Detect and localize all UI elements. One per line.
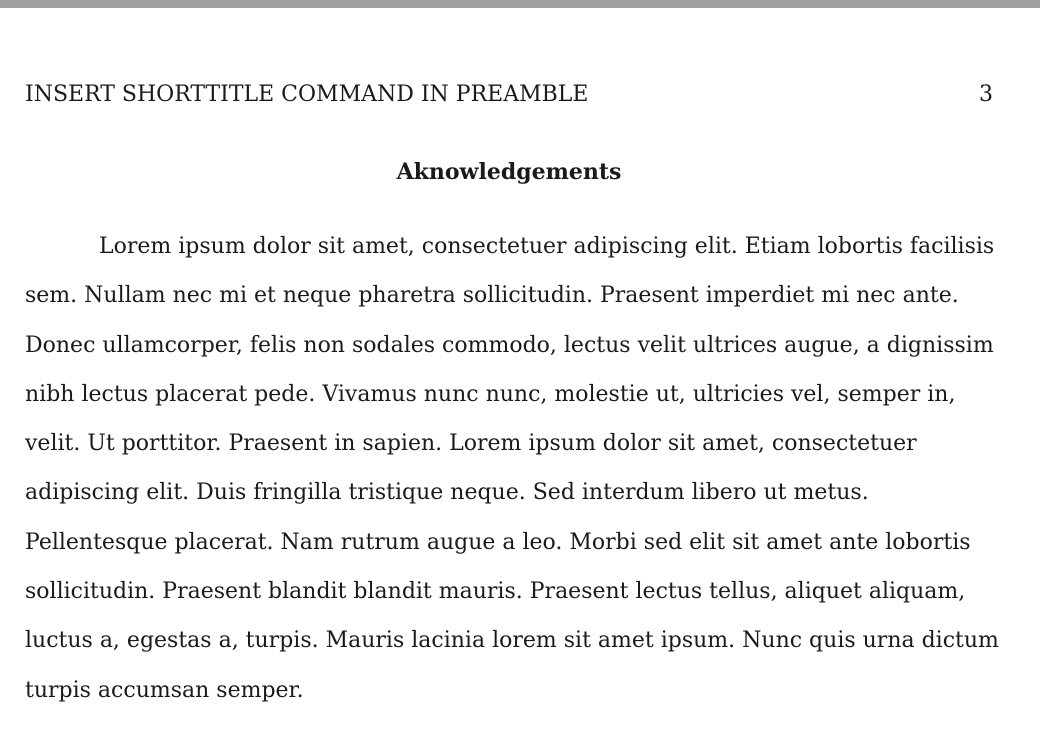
paragraph-line: sollicitudin. Praesent blandit blandit mauris. Praesent lectus tellus, aliquet aliquam, bbox=[25, 579, 966, 605]
paragraph-line: Pellentesque placerat. Nam rutrum augue a leo. Morbi sed elit sit amet ante lobortis bbox=[25, 529, 971, 555]
paragraph-line: adipiscing elit. Duis fringilla tristique neque. Sed interdum libero ut metus. bbox=[25, 480, 869, 506]
page-number: 3 bbox=[979, 82, 993, 107]
paragraph-line: sem. Nullam nec mi et neque pharetra sollicitudin. Praesent imperdiet mi nec ante. bbox=[25, 283, 959, 309]
viewer-top-bar bbox=[0, 0, 1040, 8]
paragraph-line: turpis accumsan semper. bbox=[25, 677, 304, 703]
paragraph-line: Donec ullamcorper, felis non sodales commodo, lectus velit ultrices augue, a dignissim bbox=[25, 332, 994, 358]
paragraph-line: velit. Ut porttitor. Praesent in sapien. Lorem ipsum dolor sit amet, consectetuer bbox=[25, 431, 917, 457]
running-head bbox=[25, 81, 993, 109]
body-paragraph bbox=[25, 222, 1015, 715]
running-head-title: INSERT SHORTTITLE COMMAND IN PREAMBLE bbox=[25, 82, 589, 107]
paragraph-line: nibh lectus placerat pede. Vivamus nunc nunc, molestie ut, ultricies vel, semper in, bbox=[25, 381, 956, 407]
section-title: Aknowledgements bbox=[396, 159, 622, 185]
paragraph-line: luctus a, egestas a, turpis. Mauris lacinia lorem sit amet ipsum. Nunc quis urna dictum bbox=[25, 628, 999, 654]
paragraph-line: Lorem ipsum dolor sit amet, consectetuer adipiscing elit. Etiam lobortis facilisis bbox=[99, 234, 995, 259]
